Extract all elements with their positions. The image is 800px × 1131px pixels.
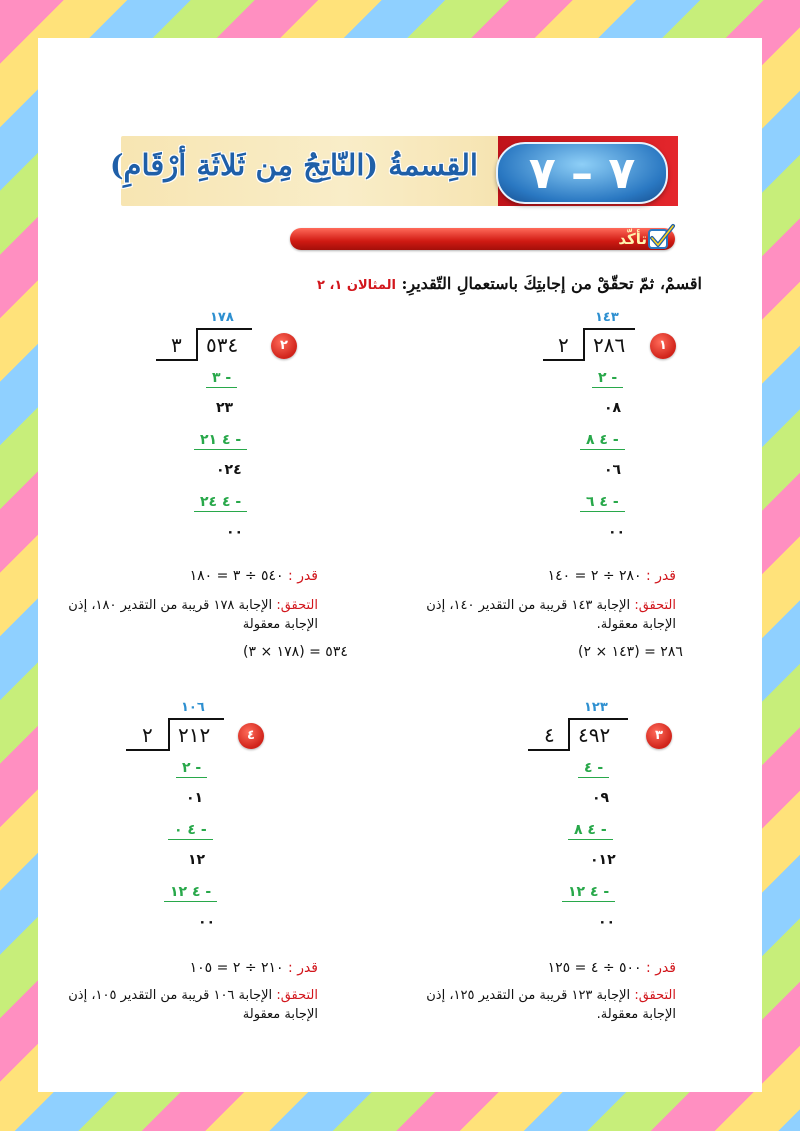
lesson-banner — [109, 136, 678, 206]
verify-text: الإجابة ١٧٨ قريبة من التقدير ١٨٠، إذن الإجابة معقولة — [68, 598, 318, 632]
problem-4 — [38, 698, 358, 1038]
step-remainder: ٠٩ — [592, 790, 610, 806]
division-bracket-top — [168, 718, 224, 720]
problem-badge: ١ — [650, 333, 676, 359]
estimate-label: قدر : — [646, 568, 676, 584]
problem-1 — [388, 308, 708, 660]
step-remainder: ٠١ — [186, 790, 204, 806]
step-subtract: ٤ ٠ - — [174, 822, 207, 838]
verification — [416, 596, 676, 634]
lesson-number-pill — [496, 142, 668, 204]
step-subtract: ٢ - — [598, 370, 618, 386]
dividend: ٥٣٤ — [206, 333, 239, 357]
check-equation: (١٤٣ × ٢) = ٢٨٦ — [578, 644, 683, 660]
estimate — [190, 960, 318, 976]
dividend: ٢١٢ — [178, 723, 211, 747]
step-remainder: ٠٢٤ — [216, 462, 242, 478]
page — [38, 38, 762, 1092]
division-bracket-top — [196, 328, 252, 330]
step-subtract: ٤ ١٢ - — [170, 884, 212, 900]
estimate-label: قدر : — [288, 960, 318, 976]
verify-text: الإجابة ١٤٣ قريبة من التقدير ١٤٠، إذن الإجابة معقولة. — [426, 598, 676, 632]
division-bracket-side — [196, 328, 198, 360]
estimate — [548, 960, 676, 976]
quotient: ١٢٣ — [584, 700, 608, 715]
division-bracket-base — [126, 749, 170, 751]
divisor: ٢ — [142, 723, 153, 747]
problem-badge: ٢ — [271, 333, 297, 359]
verify-text: الإجابة ١٠٦ قريبة من التقدير ١٠٥، إذن الإجابة معقولة — [68, 988, 318, 1022]
verify-label: التحقق: — [634, 598, 676, 613]
verification — [416, 986, 676, 1024]
problem-2 — [38, 308, 358, 660]
verify-label: التحقق: — [276, 988, 318, 1003]
step-subtract: ٤ ٦ - — [586, 494, 619, 510]
lesson-number: ٧ – ٧ — [528, 147, 636, 199]
instruction-ref: المثالان ١، ٢ — [317, 278, 396, 293]
division-bracket-top — [583, 328, 635, 330]
division-bracket-base — [156, 359, 198, 361]
estimate-value: ٥٠٠ ÷ ٤ = ١٢٥ — [547, 960, 642, 976]
quotient: ١٧٨ — [210, 310, 234, 325]
estimate-value: ٢١٠ ÷ ٢ = ١٠٥ — [189, 960, 284, 976]
division-bracket-side — [168, 718, 170, 750]
division-bracket-top — [568, 718, 628, 720]
lesson-title: القِسمةُ (النّاتِجُ مِن ثَلاثَةِ أرْقَامِ) — [109, 148, 478, 182]
divisor: ٢ — [558, 333, 569, 357]
step-subtract: ٤ ١٢ - — [568, 884, 610, 900]
verify-label: التحقق: — [634, 988, 676, 1003]
verify-label: التحقق: — [276, 598, 318, 613]
step-subtract: ٤ ٨ - — [586, 432, 619, 448]
estimate — [190, 568, 318, 584]
estimate-label: قدر : — [646, 960, 676, 976]
step-remainder: ٢٣ — [216, 400, 234, 416]
verification — [58, 986, 318, 1024]
step-subtract: ٣ - — [212, 370, 232, 386]
confirm-bar — [290, 228, 675, 250]
estimate-value: ٢٨٠ ÷ ٢ = ١٤٠ — [547, 568, 642, 584]
step-remainder: ٠٦ — [604, 462, 622, 478]
estimate-value: ٥٤٠ ÷ ٣ = ١٨٠ — [189, 568, 284, 584]
step-remainder: ٠٨ — [604, 400, 622, 416]
verification — [58, 596, 318, 634]
division-bracket-side — [568, 718, 570, 750]
confirm-label: تأكّد — [618, 230, 647, 248]
step-remainder: ١٢ — [188, 852, 206, 868]
dividend: ٢٨٦ — [593, 333, 626, 357]
division-bracket-side — [583, 328, 585, 360]
step-subtract: ٢ - — [182, 760, 202, 776]
step-subtract: ٤ ٢٤ - — [200, 494, 242, 510]
step-remainder: ٠٠ — [598, 914, 616, 930]
division-bracket-base — [543, 359, 585, 361]
dividend: ٤٩٢ — [578, 723, 611, 747]
estimate-label: قدر : — [288, 568, 318, 584]
checkmark-icon — [646, 222, 676, 252]
problem-badge: ٤ — [238, 723, 264, 749]
divisor: ٤ — [544, 723, 555, 747]
estimate — [548, 568, 676, 584]
step-subtract: ٤ - — [584, 760, 604, 776]
problem-badge: ٣ — [646, 723, 672, 749]
divisor: ٣ — [171, 333, 182, 357]
quotient: ١٠٦ — [181, 700, 205, 715]
step-remainder: ٠٠ — [198, 914, 216, 930]
check-equation: (١٧٨ × ٣) = ٥٣٤ — [243, 644, 348, 660]
step-subtract: ٤ ٢١ - — [200, 432, 242, 448]
verify-text: الإجابة ١٢٣ قريبة من التقدير ١٢٥، إذن الإجابة معقولة. — [426, 988, 676, 1022]
step-subtract: ٤ ٨ - — [574, 822, 607, 838]
quotient: ١٤٣ — [595, 310, 619, 325]
problem-3 — [388, 698, 708, 1038]
division-bracket-base — [528, 749, 570, 751]
instruction-text: اقسمْ، ثمّ تحقّقْ من إجابتِكَ باستعمالِ التّقديرِ: — [401, 274, 702, 293]
step-remainder: ٠٠ — [608, 524, 626, 540]
step-remainder: ٠٠ — [226, 524, 244, 540]
instruction — [317, 274, 702, 293]
step-remainder: ٠١٢ — [590, 852, 616, 868]
